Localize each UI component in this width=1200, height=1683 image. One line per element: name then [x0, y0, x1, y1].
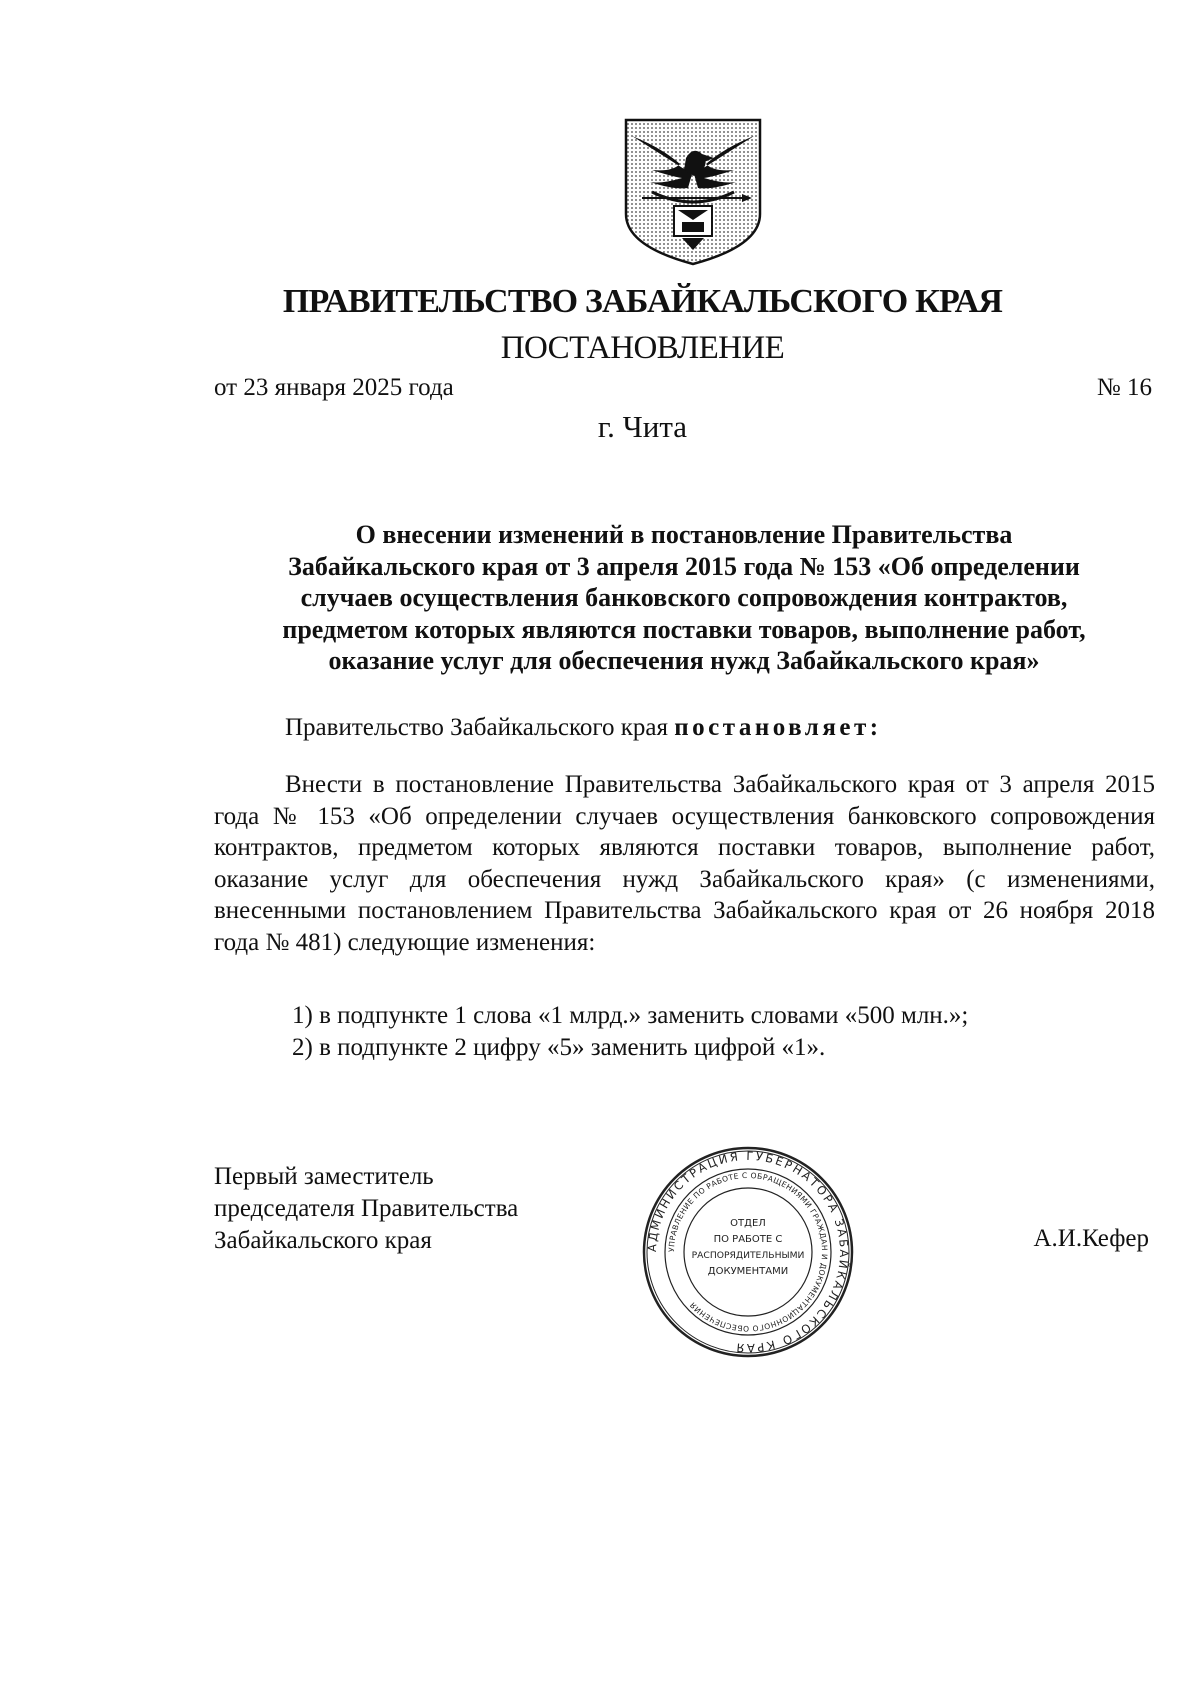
stamp-outer-text: АДМИНИСТРАЦИЯ ГУБЕРНАТОРА ЗАБАЙКАЛЬСКОГО КРАЯ: [644, 1148, 852, 1356]
resolves-word: постановляет:: [674, 714, 882, 741]
signer-position-line: Первый заместитель: [214, 1163, 434, 1190]
document-heading: [214, 519, 1154, 677]
document-type: ПОСТАНОВЛЕНИЕ: [500, 330, 785, 366]
document-city: г. Чита: [597, 409, 688, 444]
stamp-center-line: ПО РАБОТЕ С: [713, 1234, 783, 1245]
coat-of-arms-icon: [622, 118, 764, 266]
heading-line: случаев осуществления банковского сопровождения контрактов,: [300, 583, 1068, 612]
stamp-center-line: ДОКУМЕНТАМИ: [707, 1266, 789, 1277]
heading-line: оказание услуг для обеспечения нужд Забайкальского края»: [328, 646, 1040, 675]
signer-position-line: председателя Правительства: [214, 1195, 519, 1222]
amendment-item-1: 1) в подпункте 1 слова «1 млрд.» заменить словами «500 млн.»;: [292, 1002, 969, 1029]
heading-line: предметом которых являются поставки товаров, выполнение работ,: [282, 614, 1086, 644]
heading-line: Забайкальского края от 3 апреля 2015 года № 153 «Об определении: [288, 551, 1080, 581]
amendment-item-2: 2) в подпункте 2 цифру «5» заменить цифрой «1».: [292, 1034, 826, 1061]
body-paragraph: Внести в постановление Правительства Забайкальского края от 3 апреля 2015 года № 153 «Об определении случаев осуществления банковского сопровождения контрактов, предметом которых являются поставки товаров, выполнение работ, оказание услуг для обеспечения нужд Забайкальского края» (с изменениями, внесенными постановлением Правительства Забайкальского края от 26 ноября 2018 года № 481) следующие изменения:: [214, 771, 1155, 956]
stamp-center-line: РАСПОРЯДИТЕЛЬНЫМИ: [691, 1250, 805, 1261]
document-date: от 23 января 2025 года: [214, 374, 454, 401]
signer-name: А.И.Кефер: [1033, 1225, 1149, 1252]
document-number: № 16: [1096, 374, 1152, 401]
stamp-center-line: ОТДЕЛ: [730, 1218, 766, 1229]
heading-line: О внесении изменений в постановление Правительства: [355, 520, 1013, 549]
stamp-inner-text: УПРАВЛЕНИЕ ПО РАБОТЕ С ОБРАЩЕНИЯМИ ГРАЖДАН И ДОКУМЕНТАЦИОННОГО ОБЕСПЕЧЕНИЯ: [666, 1170, 830, 1334]
government-title: ПРАВИТЕЛЬСТВО ЗАБАЙКАЛЬСКОГО КРАЯ: [282, 283, 1003, 320]
official-stamp: [640, 1144, 856, 1360]
signer-position-line: Забайкальского края: [214, 1227, 432, 1254]
resolves-line: [285, 714, 882, 742]
resolves-prefix: Правительство Забайкальского края: [285, 714, 675, 741]
signer-position: [214, 1161, 518, 1257]
